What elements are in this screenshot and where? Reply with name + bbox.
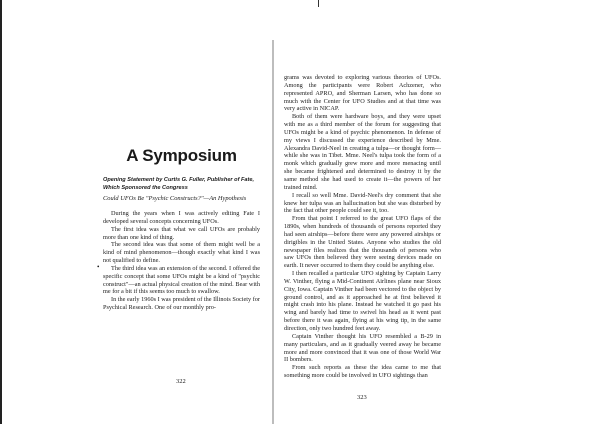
article-subhead-1: Opening Statement by Curtis G. Fuller, Publisher of Fate, <box>103 177 255 183</box>
left-body <box>97 205 260 312</box>
paragraph: Both of them were hardware boys, and they were upset with me as a third member of the forum for suggesting that UFOs might be a kind of psychic phenomenon. In defense of my views I discussed the experience described by Mme. Alexandra David-Neel in creating a tulpa—or thought form—while she was in Tibet. Mme. Neel's tulpa took the form of a monk which gradually grew more and more menacing until she became frightened and determined to destroy it by the same method she had used to create it—the powers of her trained mind. <box>284 113 441 191</box>
article-subhead-2: Which Sponsored the Congress <box>103 185 188 191</box>
paragraph: From that point I referred to the great UFO flaps of the 1890s, when hundreds of thousands of persons reported they had seen airships—before there were any powered airships or dirigibles in the United States. Anyone who studies the old newspaper files realizes that the thousands of persons who saw UFOs then believed they were seeing devices made on earth. It never occurred to them they could be anything else. <box>284 215 441 270</box>
page-number-left: 322 <box>176 378 186 385</box>
right-page <box>284 74 441 380</box>
paragraph: In the early 1960s I was president of the Illinois Society for Psychical Research. One of our monthly pro- <box>103 296 260 312</box>
paragraph: During the years when I was actively editing Fate I developed several concepts concerning UFOs. <box>103 210 260 225</box>
article-kicker: Could UFOs Be "Psychic Constructs?"—An Hypothesis <box>103 195 247 202</box>
scan-mark <box>318 0 319 7</box>
paragraph: The first idea was that what we call UFOs are probably more than one kind of thing. <box>103 225 260 241</box>
margin-mark: • <box>97 263 100 271</box>
paragraph: The third idea was an extension of the second. I offered the specific concept that some UFOs might be a kind of "psychic construct"—an actual physical creation of the mind. Bear with me for a bit if this seems too much to swallow. <box>103 264 260 296</box>
paragraph: I recall so well Mme. David-Neel's dry comment that she knew her tulpa was an hallucination but she was disturbed by the fact that other people could see it, too. <box>284 191 441 215</box>
scan-edge-left <box>0 0 2 424</box>
book-gutter <box>272 40 274 424</box>
paragraph: From such reports as these the idea came to me that something more could be involved in UFO sightings than <box>284 364 441 380</box>
paragraph: grams was devoted to exploring various theories of UFOs. Among the participants were Robert Achzener, who represented APRO, and Sherman Larsen, who has done so much with the Center for UFO Studies and at that time was very active in NICAP. <box>284 74 441 113</box>
paragraph: I then recalled a particular UFO sighting by Captain Larry W. Vinther, flying a Mid-Continent Airlines plane near Sioux City, Iowa. Captain Vinther had been vectored to the object by ground control, and as it approached he at first believed it might crash into his plane. Instead he watched it go past his wing and barely had time to swivel his head as it went past before there it was again, flying at his wing tip, in the same direction, only two hundred feet away. <box>284 270 441 332</box>
article-title-block <box>103 146 260 203</box>
paragraph: Captain Vinther thought his UFO resembled a B-29 in many particulars, and as it gradually veered away he became more and more convinced that it was one of those World War II bombers. <box>284 332 441 364</box>
paragraph: The second idea was that some of them might well be a kind of mind phenomenon—though exactly what kind I was not qualified to define. <box>103 241 260 265</box>
article-title: A Symposium <box>126 146 237 165</box>
page-number-right: 323 <box>357 394 367 401</box>
